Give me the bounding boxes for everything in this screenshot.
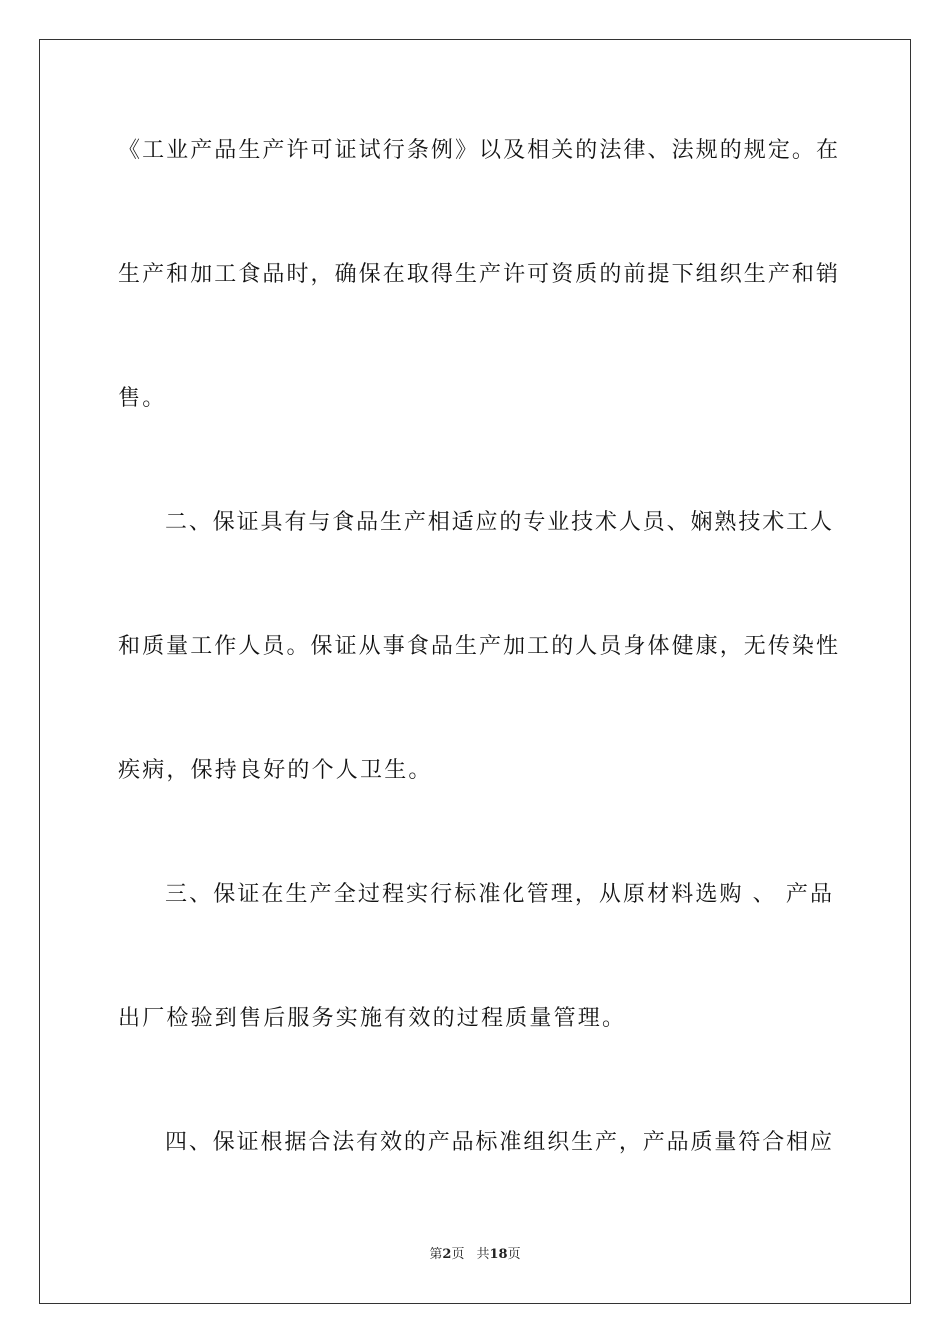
body-line-8: 出厂检验到售后服务实施有效的过程质量管理。 bbox=[118, 1006, 627, 1031]
body-line-5: 和质量工作人员。保证从事食品生产加工的人员身体健康，无传染性 bbox=[118, 634, 838, 659]
footer-total-suffix: 页 bbox=[507, 1247, 521, 1262]
body-line-4: 二、保证具有与食品生产相适应的专业技术人员、娴熟技术工人 bbox=[165, 510, 832, 535]
page-border bbox=[39, 39, 911, 1304]
body-line-9: 四、保证根据合法有效的产品标准组织生产，产品质量符合相应 bbox=[165, 1130, 832, 1155]
body-line-7: 三、保证在生产全过程实行标准化管理，从原材料选购 、 产品 bbox=[165, 882, 832, 907]
body-line-6: 疾病，保持良好的个人卫生。 bbox=[118, 758, 433, 783]
footer-page-prefix: 第 bbox=[429, 1247, 443, 1262]
footer-page-number: 2 bbox=[442, 1247, 452, 1262]
footer-page-suffix: 页 bbox=[451, 1247, 465, 1262]
footer-total-pages: 18 bbox=[489, 1247, 508, 1262]
body-line-3: 售。 bbox=[118, 386, 167, 411]
page-footer bbox=[0, 1246, 950, 1264]
footer-total-prefix: 共 bbox=[476, 1247, 490, 1262]
body-line-1: 《工业产品生产许可证试行条例》以及相关的法律、法规的规定。在 bbox=[118, 138, 838, 163]
body-line-2: 生产和加工食品时，确保在取得生产许可资质的前提下组织生产和销 bbox=[118, 262, 838, 287]
